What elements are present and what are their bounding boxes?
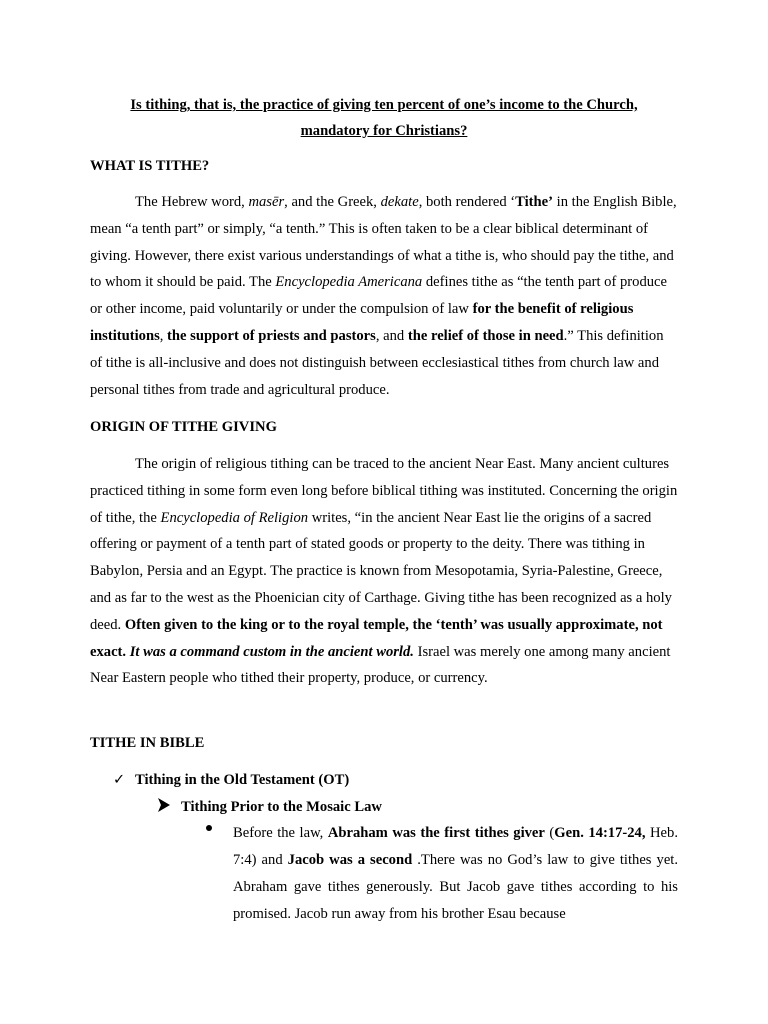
list-item-prior-to-mosaic-law-label: Tithing Prior to the Mosaic Law [181,799,382,815]
bullet-text-before-the-law: Before the law, Abraham was the first tithes giver (Gen. 14:17-24, Heb. 7:4) and Jacob was a second .There was no God’s law to give tithes yet. Abraham gave tithes generously. But Jacob gave tithes according to his promised. Jacob run away from his brother Esau because [233,825,678,922]
checkmark-icon: ✓ [113,772,126,788]
heading-origin-of-tithe-giving: ORIGIN OF TITHE GIVING [90,419,277,435]
list-item-old-testament [113,770,350,790]
list-item-prior-to-mosaic-law [181,797,382,817]
document-title [90,92,678,144]
paragraph-what-is-tithe: The Hebrew word, masēr, and the Greek, dekate, both rendered ‘Tithe’ in the English Bible, mean “a tenth part” or simply, “a tenth.” This is often taken to be a clear biblical determinant of giving. However, there exist various understandings of what a tithe is, who should pay the tithe, and to whom it should be paid. The Encyclopedia Americana defines tithe as “the tenth part of produce or other income, paid voluntarily or under the compulsion of law for the benefit of religious institutions, the support of priests and pastors, and the relief of those in need.” This definition of tithe is all-inclusive and does not distinguish between ecclesiastical tithes from church law and personal tithes from trade and agricultural produce. [90,194,677,398]
title-line-1: Is tithing, that is, the practice of giving ten percent of one’s income to the Church, [130,97,638,113]
paragraph-origin-of-tithe: The origin of religious tithing can be traced to the ancient Near East. Many ancient cultures practiced tithing in some form even long before biblical tithing was instituted. Concerning the origin of tithe, the Encyclopedia of Religion writes, “in the ancient Near East lie the origins of a sacred offering or payment of a tenth part of stated goods or property to the deity. There was tithing in Babylon, Persia and an Egypt. The practice is known from Mesopotamia, Syria-Palestine, Greece, and as far to the west as the Phoenician city of Carthage. Giving tithe has been recognized as a holy deed. Often given to the king or to the royal temple, the ‘tenth’ was usually approximate, not exact. It was a command custom in the ancient world. Israel was merely one among many ancient Near Eastern people who tithed their property, produce, or currency. [90,456,678,687]
bullet-dot-icon [206,825,212,831]
heading-what-is-tithe: WHAT IS TITHE? [90,158,210,174]
arrowhead-bullet-icon [157,797,171,817]
title-line-2: mandatory for Christians? [300,123,468,139]
list-item-old-testament-label: Tithing in the Old Testament (OT) [135,772,350,788]
heading-tithe-in-bible: TITHE IN BIBLE [90,735,205,751]
